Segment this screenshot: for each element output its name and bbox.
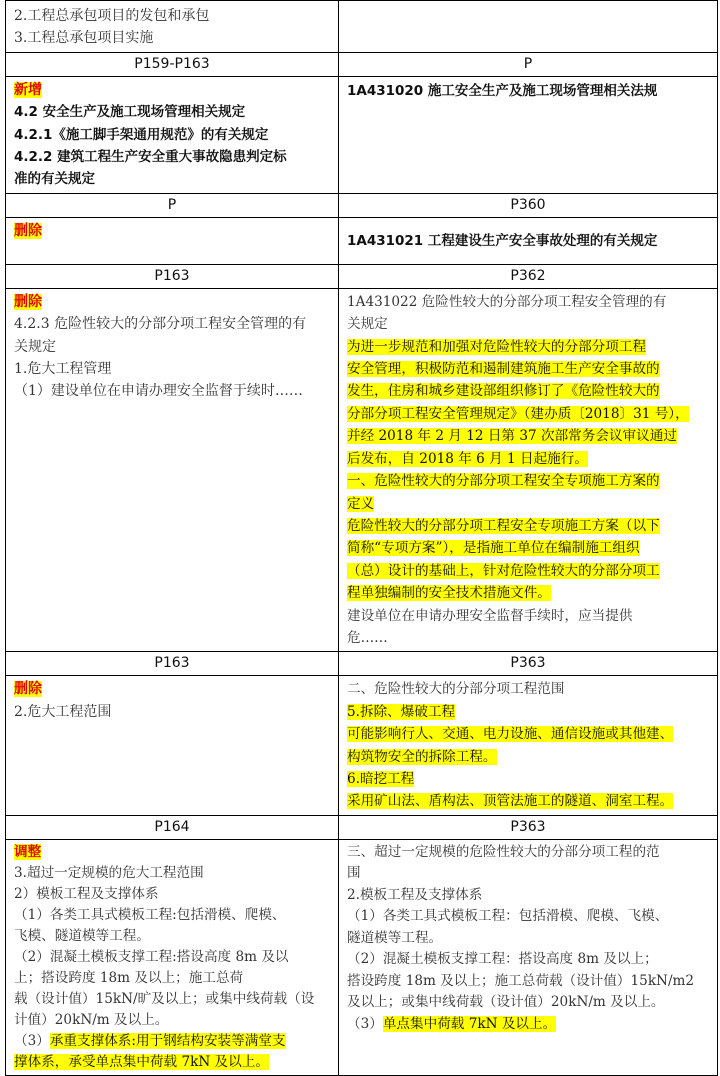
right-page-ref: P362 (339, 264, 718, 288)
highlighted-text: 后发布，自 2018 年 6 月 1 日起施行。 (347, 450, 588, 467)
change-tag: 删除 (14, 222, 42, 239)
change-tag: 调整 (14, 843, 42, 860)
text-line: 围 (347, 865, 361, 882)
change-tag: 删除 (14, 293, 42, 310)
text-line: 三、超过一定规模的危险性较大的分部分项工程的范 (347, 843, 660, 860)
text-line: 3.超过一定规模的危大工程范围 (14, 864, 204, 881)
page-ref-row (6, 264, 718, 288)
right-page-ref: P360 (339, 193, 718, 217)
right-cell (339, 217, 718, 264)
text-line: 2.工程总承包项目的发包和承包 (14, 8, 210, 24)
right-cell (339, 1, 718, 53)
left-cell (6, 676, 339, 815)
left-page-ref: P (6, 193, 339, 217)
text-line: 建设单位在申请办理安全监督手续时，应当提供 (347, 607, 633, 624)
highlighted-text: 一、危险性较大的分部分项工程安全专项施工方案的 (347, 473, 660, 490)
highlighted-text: （总）设计的基础上，针对危险性较大的分部分项工 (347, 562, 660, 579)
highlighted-text: 定义 (347, 495, 375, 512)
text-line: 1A431022 危险性较大的分部分项工程安全管理的有 (347, 293, 667, 310)
text-line: 4.2.2 建筑工程生产安全重大事故隐患判定标 (14, 149, 287, 166)
left-cell (6, 76, 339, 193)
table-row (6, 217, 718, 264)
text-line: 危…… (347, 629, 388, 646)
change-tag: 新增 (14, 81, 42, 98)
highlighted-text: 构筑物安全的拆除工程。 (347, 748, 497, 765)
page-ref-row (6, 52, 718, 76)
comparison-table (5, 0, 718, 1076)
text-line: （3） (14, 1032, 50, 1049)
text-line: （2）混凝土模板支撑工程：搭设高度 8m 及以上； (347, 951, 658, 968)
highlighted-text: 发生，住房和城乡建设部组织修订了《危险性较大的 (347, 383, 660, 400)
text-line: （2）混凝土模板支撑工程:搭设高度 8m 及以 (14, 948, 289, 965)
highlighted-text: 简称“专项方案”），是指施工单位在编制施工组织 (347, 540, 640, 557)
left-cell (6, 217, 339, 264)
change-tag: 删除 (14, 681, 42, 698)
highlighted-text: 安全管理，积极防范和遏制建筑施工生产安全事故的 (347, 361, 660, 378)
text-line: 关规定 (14, 338, 56, 355)
left-page-ref: P159-P163 (6, 52, 339, 76)
text-line: 计值）20kN/m 及以上。 (14, 1011, 169, 1028)
left-cell (6, 288, 339, 652)
text-line: 2.模板工程及支撑体系 (347, 886, 483, 903)
table-row (6, 288, 718, 652)
text-line: 隧道模等工程。 (347, 929, 443, 946)
highlighted-text: 单点集中荷载 7kN 及以上。 (382, 1015, 557, 1032)
table-row (6, 676, 718, 815)
highlighted-text: 可能影响行人、交通、电力设施、通信设施或其他建、 (347, 726, 674, 743)
text-line: 1.危大工程管理 (14, 361, 112, 378)
highlighted-text: 为进一步规范和加强对危险性较大的分部分项工程 (347, 338, 647, 355)
text-line: （1）各类工具式模板工程：包括滑模、爬模、飞模、 (347, 908, 669, 925)
right-cell (339, 76, 718, 193)
right-page-ref: P (339, 52, 718, 76)
text-line: （1）各类工具式模板工程:包括滑模、爬模、 (14, 906, 286, 923)
text-line: 二、危险性较大的分部分项工程范围 (347, 681, 565, 698)
text-line: 准的有关规定 (14, 171, 95, 188)
text-line: 及以上；或集中线荷载（设计值）20kN/m 及以上。 (347, 994, 665, 1011)
text-line: （3） (347, 1015, 383, 1032)
text-line: 3.工程总承包项目实施 (14, 30, 154, 47)
text-line: 2）模板工程及支撑体系 (14, 885, 159, 902)
text-line: 4.2 安全生产及施工现场管理相关规定 (14, 104, 246, 121)
page-ref-row (6, 652, 718, 676)
highlighted-text: 撑体系，承受单点集中荷载 7kN 及以上。 (14, 1053, 269, 1070)
page-ref-row (6, 193, 718, 217)
text-line: 4.2.3 危险性较大的分部分项工程安全管理的有 (14, 316, 307, 333)
highlighted-text: 6.暗挖工程 (347, 770, 415, 787)
left-cell (6, 1, 339, 53)
highlighted-text: 危险性较大的分部分项工程安全专项施工方案（以下 (347, 517, 660, 534)
right-cell (339, 288, 718, 652)
page-ref-row (6, 815, 718, 839)
left-page-ref: P164 (6, 815, 339, 839)
right-page-ref: P363 (339, 815, 718, 839)
right-cell (339, 839, 718, 1075)
highlighted-text: 程单独编制的安全技术措施文件。 (347, 585, 551, 602)
left-page-ref: P163 (6, 652, 339, 676)
highlighted-text: 分部分项工程安全管理规定》（建办质〔2018〕31 号）， (347, 405, 689, 422)
highlighted-text: 承重支撑体系:用于钢结构安装等满堂支 (49, 1032, 286, 1049)
left-page-ref: P163 (6, 264, 339, 288)
highlighted-text: 并经 2018 年 2 月 12 日第 37 次部常务会议审议通过 (347, 428, 677, 445)
table-row (6, 76, 718, 193)
text-line: 载（设计值）15kN/旷及以上；或集中线荷载（设 (14, 990, 315, 1007)
text-line: 4.2.1《施工脚手架通用规范》的有关规定 (14, 126, 269, 143)
highlighted-text: 5.拆除、爆破工程 (347, 703, 456, 720)
right-cell (339, 676, 718, 815)
right-page-ref: P363 (339, 652, 718, 676)
text-line: 2.危大工程范围 (14, 703, 112, 720)
text-line: 1A431021 工程建设生产安全事故处理的有关规定 (347, 232, 658, 249)
table-row (6, 1, 718, 53)
left-cell (6, 839, 339, 1075)
highlighted-text: 采用矿山法、盾构法、顶管法施工的隧道、洞室工程。 (347, 793, 674, 810)
text-line: （1）建设单位在申请办理安全监督于续时…… (14, 383, 303, 400)
text-line: 上；搭设跨度 18m 及以上；施工总荷 (14, 969, 244, 986)
text-line: 飞模、隧道模等工程。 (14, 927, 150, 944)
text-line: 关规定 (347, 316, 388, 333)
text-line: 1A431020 施工安全生产及施工现场管理相关法规 (347, 82, 658, 99)
table-row (6, 839, 718, 1075)
text-line: 搭设跨度 18m 及以上；施工总荷载（设计值）15kN/m2 (347, 972, 695, 989)
